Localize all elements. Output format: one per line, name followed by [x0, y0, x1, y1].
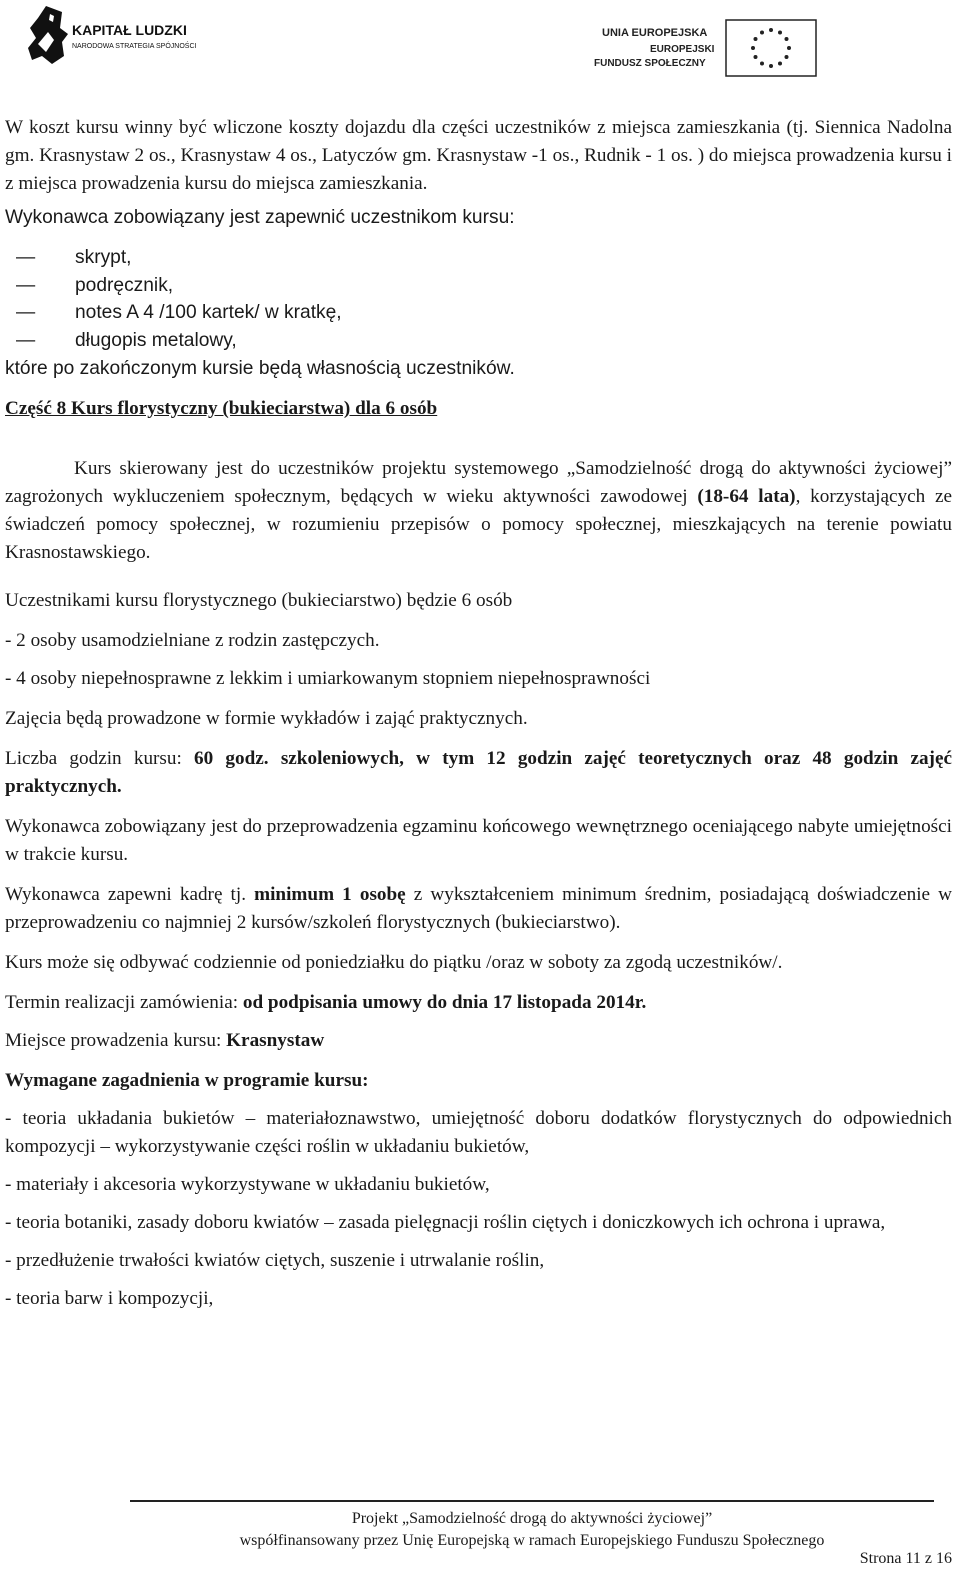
svg-text:UNIA EUROPEJSKA: UNIA EUROPEJSKA [602, 27, 708, 39]
paragraph-location: Miejsce prowadzenia kursu: Krasnystaw [5, 1030, 325, 1052]
materials-list [5, 244, 952, 354]
paragraph-form: Zajęcia będą prowadzone w formie wykładów i zająć praktycznych. [5, 708, 528, 730]
list-item: — notes A 4 /100 kartek/ w kratkę, [5, 299, 952, 327]
topic-item: - przedłużenie trwałości kwiatów ciętych, suszenie i utrwalanie roślin, [5, 1250, 545, 1272]
paragraph-group-1: - 2 osoby usamodzielniane z rodzin zastępczych. [5, 630, 380, 652]
list-item: — skrypt, [5, 244, 952, 272]
dash-bullet-icon: — [16, 329, 36, 351]
eu-efs-logo [592, 16, 822, 78]
svg-text:FUNDUSZ SPOŁECZNY: FUNDUSZ SPOŁECZNY [594, 58, 706, 69]
paragraph-exam: Wykonawca zobowiązany jest do przeprowadzenia egzaminu końcowego wewnętrznego oceniającego nabyte umiejętności w trakcie kursu. [5, 816, 952, 866]
page-number: Strona 11 z 16 [859, 1550, 952, 1567]
footer-project-line: Projekt „Samodzielność drogą do aktywności życiowej” [351, 1510, 713, 1527]
topic-item: - teoria układania bukietów – materiałoznawstwo, umiejętność doboru dodatków florystycznych do odpowiednich kompozycji – wykorzystywanie części roślin w układaniu bukietów, [5, 1108, 952, 1158]
dash-bullet-icon: — [16, 274, 36, 296]
document-body [5, 114, 952, 1313]
paragraph-participants: Uczestnikami kursu florystycznego (bukieciarstwo) będzie 6 osób [5, 590, 513, 612]
paragraph-ownership: które po zakończonym kursie będą własnością uczestników. [5, 358, 515, 380]
list-item: — podręcznik, [5, 272, 952, 300]
topic-item: - teoria barw i kompozycji, [5, 1288, 214, 1310]
svg-text:NARODOWA STRATEGIA SPÓJNOŚCI: NARODOWA STRATEGIA SPÓJNOŚCI [72, 43, 197, 50]
paragraph-hours: Liczba godzin kursu: 60 godz. szkoleniowych, w tym 12 godzin zajęć teoretycznych oraz 48 godzin zajęć praktycznych. [5, 748, 952, 798]
paragraph-schedule: Kurs może się odbywać codziennie od poniedziałku do piątku /oraz w soboty za zgodą uczestników/. [5, 952, 783, 974]
footer-funding-line: współfinansowany przez Unię Europejską w ramach Europejskiego Funduszu Społecznego [239, 1532, 825, 1549]
svg-text:EUROPEJSKI: EUROPEJSKI [650, 44, 715, 55]
topic-item: - materiały i akcesoria wykorzystywane w układaniu bukietów, [5, 1174, 490, 1196]
page-header [0, 0, 960, 90]
paragraph-requirements-heading: Wymagane zagadnienia w programie kursu: [5, 1070, 369, 1092]
section-title: Część 8 Kurs florystyczny (bukieciarstwa) dla 6 osób [5, 398, 438, 420]
dash-bullet-icon: — [16, 302, 36, 324]
kapital-ludzki-logo [24, 4, 199, 68]
paragraph-target-group: Kurs skierowany jest do uczestników projektu systemowego „Samodzielność drogą do aktywności życiowej” zagrożonych wykluczeniem społecznym, będących w wieku aktywności zawodowej (18-64 lata), korzystających ze świadczeń pomocy społecznej, w rozumieniu przepisów o pomocy społecznej, mieszkających na terenie powiatu Krasnostawskiego. [5, 458, 952, 564]
page-footer [130, 1508, 934, 1552]
paragraph-group-2: - 4 osoby niepełnosprawne z lekkim i umiarkowanym stopniem niepełnosprawności [5, 668, 651, 690]
topic-item: - teoria botaniki, zasady doboru kwiatów – zasada pielęgnacji roślin ciętych i doniczkowych ich ochrona i uprawa, [5, 1212, 886, 1234]
footer-divider [130, 1500, 934, 1502]
list-item: — długopis metalowy, [5, 327, 952, 355]
paragraph-staff: Wykonawca zapewni kadrę tj. minimum 1 osobę z wykształceniem minimum średnim, posiadającą doświadczenie w przeprowadzeniu co najmniej 2 kursów/szkoleń florystycznych (bukieciarstwo). [5, 884, 952, 934]
paragraph-contractor-obligation: Wykonawca zobowiązany jest zapewnić uczestnikom kursu: [5, 207, 515, 228]
dash-bullet-icon: — [16, 247, 36, 268]
paragraph-travel-costs: W koszt kursu winny być wliczone koszty dojazdu dla części uczestników z miejsca zamieszkania (tj. Siennica Nadolna gm. Krasnystaw 2 os., Krasnystaw 4 os., Latyczów gm. Krasnystaw -1 os., Rudnik - 1 os. ) do miejsca prowadzenia kursu i z miejsca prowadzenia kursu do miejsca zamieszkania. [5, 117, 952, 194]
svg-text:KAPITAŁ LUDZKI: KAPITAŁ LUDZKI [72, 22, 187, 38]
paragraph-deadline: Termin realizacji zamówienia: od podpisania umowy do dnia 17 listopada 2014r. [5, 992, 647, 1014]
